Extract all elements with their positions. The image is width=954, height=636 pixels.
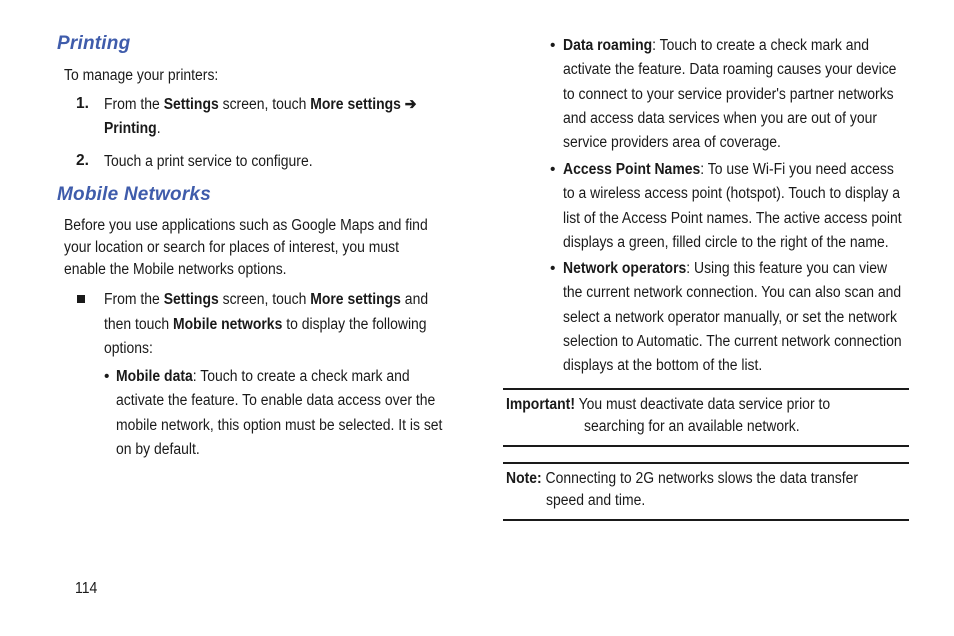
page-number: 114 [75, 580, 98, 597]
step-1-line-1: From the Settings screen, touch More settings ➔ [104, 96, 417, 113]
note-callout-line-2: speed and time. [546, 492, 646, 509]
note-callout: Note: Connecting to 2G networks slows the data transfer [506, 470, 859, 487]
network-operators-item: Network operators: Using this feature you can view the current network connection. You can also scan and select a network operator manually, or set the network selection to Automatic. The current network connection displays at the bottom of the list. [563, 260, 902, 375]
important-bottom-rule [503, 445, 909, 447]
printing-heading: Printing [57, 33, 131, 54]
bullet-icon: • [550, 161, 556, 178]
important-callout: Important! You must deactivate data service prior to [506, 396, 831, 413]
step-1-number: 1. [76, 95, 89, 112]
important-top-rule [503, 388, 909, 390]
mobile-bullet: From the Settings screen, touch More settings and then touch Mobile networks to display the following options: [104, 291, 429, 357]
bullet-icon: • [550, 37, 556, 54]
mobile-data-item: Mobile data: Touch to create a check mark and activate the feature. To enable data access over the mobile network, this option must be selected. It is set on by default. [116, 368, 443, 459]
bullet-icon: • [550, 260, 556, 277]
printing-intro: To manage your printers: [64, 67, 219, 84]
step-1-line-2: Printing. [104, 120, 161, 137]
mobile-networks-heading: Mobile Networks [57, 184, 211, 205]
important-callout-line-2: searching for an available network. [584, 418, 800, 435]
bullet-icon: • [104, 368, 110, 385]
data-roaming-item: Data roaming: Touch to create a check mark and activate the feature. Data roaming causes your device to connect to your service provider's partner networks and access data services when you are out of your service providers area of coverage. [563, 37, 897, 152]
step-2-number: 2. [76, 152, 89, 169]
mobile-intro: Before you use applications such as Google Maps and find your location or search for places of interest, you must enable the Mobile networks options. [64, 217, 428, 278]
note-top-rule [503, 462, 909, 464]
arrow-icon: ➔ [404, 96, 417, 113]
important-label: Important! [506, 396, 575, 413]
step-2-text: Touch a print service to configure. [104, 153, 313, 170]
note-label: Note: [506, 470, 542, 487]
note-bottom-rule [503, 519, 909, 521]
access-point-names-item: Access Point Names: To use Wi-Fi you need access to a wireless access point (hotspot). Touch to display a list of the Access Point names. The active access point displays a green, filled circle to the right of the name. [563, 161, 902, 251]
square-bullet-icon [77, 295, 85, 303]
